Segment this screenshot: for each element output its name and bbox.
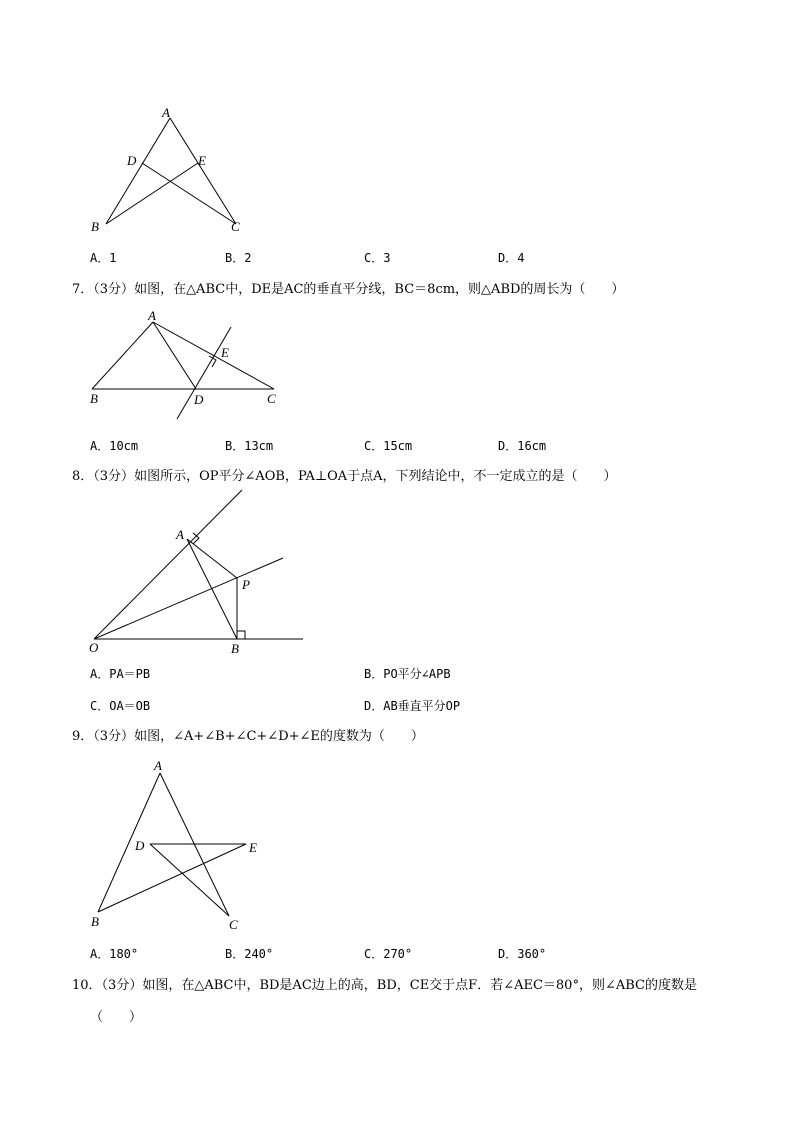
question-8-score: （3分） — [93, 469, 135, 484]
q8-option-c[interactable]: C．OA＝OB — [90, 699, 151, 713]
label-e: E — [221, 345, 229, 360]
question-7-number: 7． — [72, 282, 94, 297]
segment-ab — [98, 773, 160, 912]
label-a: A — [162, 105, 170, 120]
q9-option-a[interactable]: A．180° — [90, 947, 139, 961]
label-p: P — [242, 577, 250, 592]
label-b: B — [91, 219, 99, 234]
question-9-text: 如图，∠A+∠B+∠C+∠D+∠E的度数为（ ） — [134, 729, 424, 744]
question-8-number: 8． — [72, 469, 94, 484]
label-a: A — [148, 308, 156, 323]
q7-option-b[interactable]: B．13cm — [225, 439, 274, 453]
q8-option-d[interactable]: D．AB垂直平分OP — [364, 699, 461, 713]
label-b: B — [231, 641, 239, 656]
label-c: C — [267, 391, 276, 406]
q6-option-a[interactable]: A．1 — [90, 251, 117, 265]
label-b: B — [90, 391, 98, 406]
question-9-score: （3分） — [93, 729, 135, 744]
question-8-text: 如图所示，OP平分∠AOB，PA⊥OA于点A，下列结论中，不一定成立的是（ ） — [134, 469, 617, 484]
label-e: E — [198, 153, 206, 168]
segment-dc — [150, 844, 229, 916]
question-10-text: 如图，在△ABC中，BD是AC边上的高，BD，CE交于点F．若∠AEC＝80°，则∠ABC的度数是 — [142, 978, 697, 993]
q8-option-a[interactable]: A．PA＝PB — [90, 667, 151, 681]
question-10-answer-paren: （ ） — [90, 1010, 143, 1025]
q9-option-c[interactable]: C．270° — [364, 947, 413, 961]
label-a: A — [176, 527, 184, 542]
label-d: D — [194, 392, 204, 407]
label-d: D — [127, 153, 137, 168]
label-d: D — [135, 838, 145, 853]
question-9-number: 9． — [72, 729, 94, 744]
q7-option-c[interactable]: C．15cm — [364, 439, 413, 453]
q6-option-b[interactable]: B．2 — [225, 251, 252, 265]
q7-option-d[interactable]: D．16cm — [498, 439, 547, 453]
question-10-number: 10． — [72, 978, 102, 993]
label-b: B — [91, 914, 99, 929]
question-7-text: 如图，在△ABC中，DE是AC的垂直平分线，BC＝8cm，则△ABD的周长为（ ） — [134, 282, 625, 297]
q7-option-a[interactable]: A．10cm — [90, 439, 139, 453]
q9-option-b[interactable]: B．240° — [225, 947, 274, 961]
q8-option-b[interactable]: B．PO平分∠APB — [364, 667, 451, 681]
question-10-score: （3分） — [101, 978, 143, 993]
segment-be — [98, 844, 246, 912]
question-7-score: （3分） — [93, 282, 135, 297]
question-10 — [72, 978, 697, 994]
label-e: E — [249, 840, 257, 855]
q9-option-d[interactable]: D．360° — [498, 947, 547, 961]
q6-option-c[interactable]: C．3 — [364, 251, 391, 265]
label-o: O — [89, 640, 99, 655]
label-c: C — [229, 917, 238, 932]
q6-option-d[interactable]: D．4 — [498, 251, 525, 265]
label-c: C — [231, 219, 240, 234]
label-a: A — [154, 758, 162, 773]
